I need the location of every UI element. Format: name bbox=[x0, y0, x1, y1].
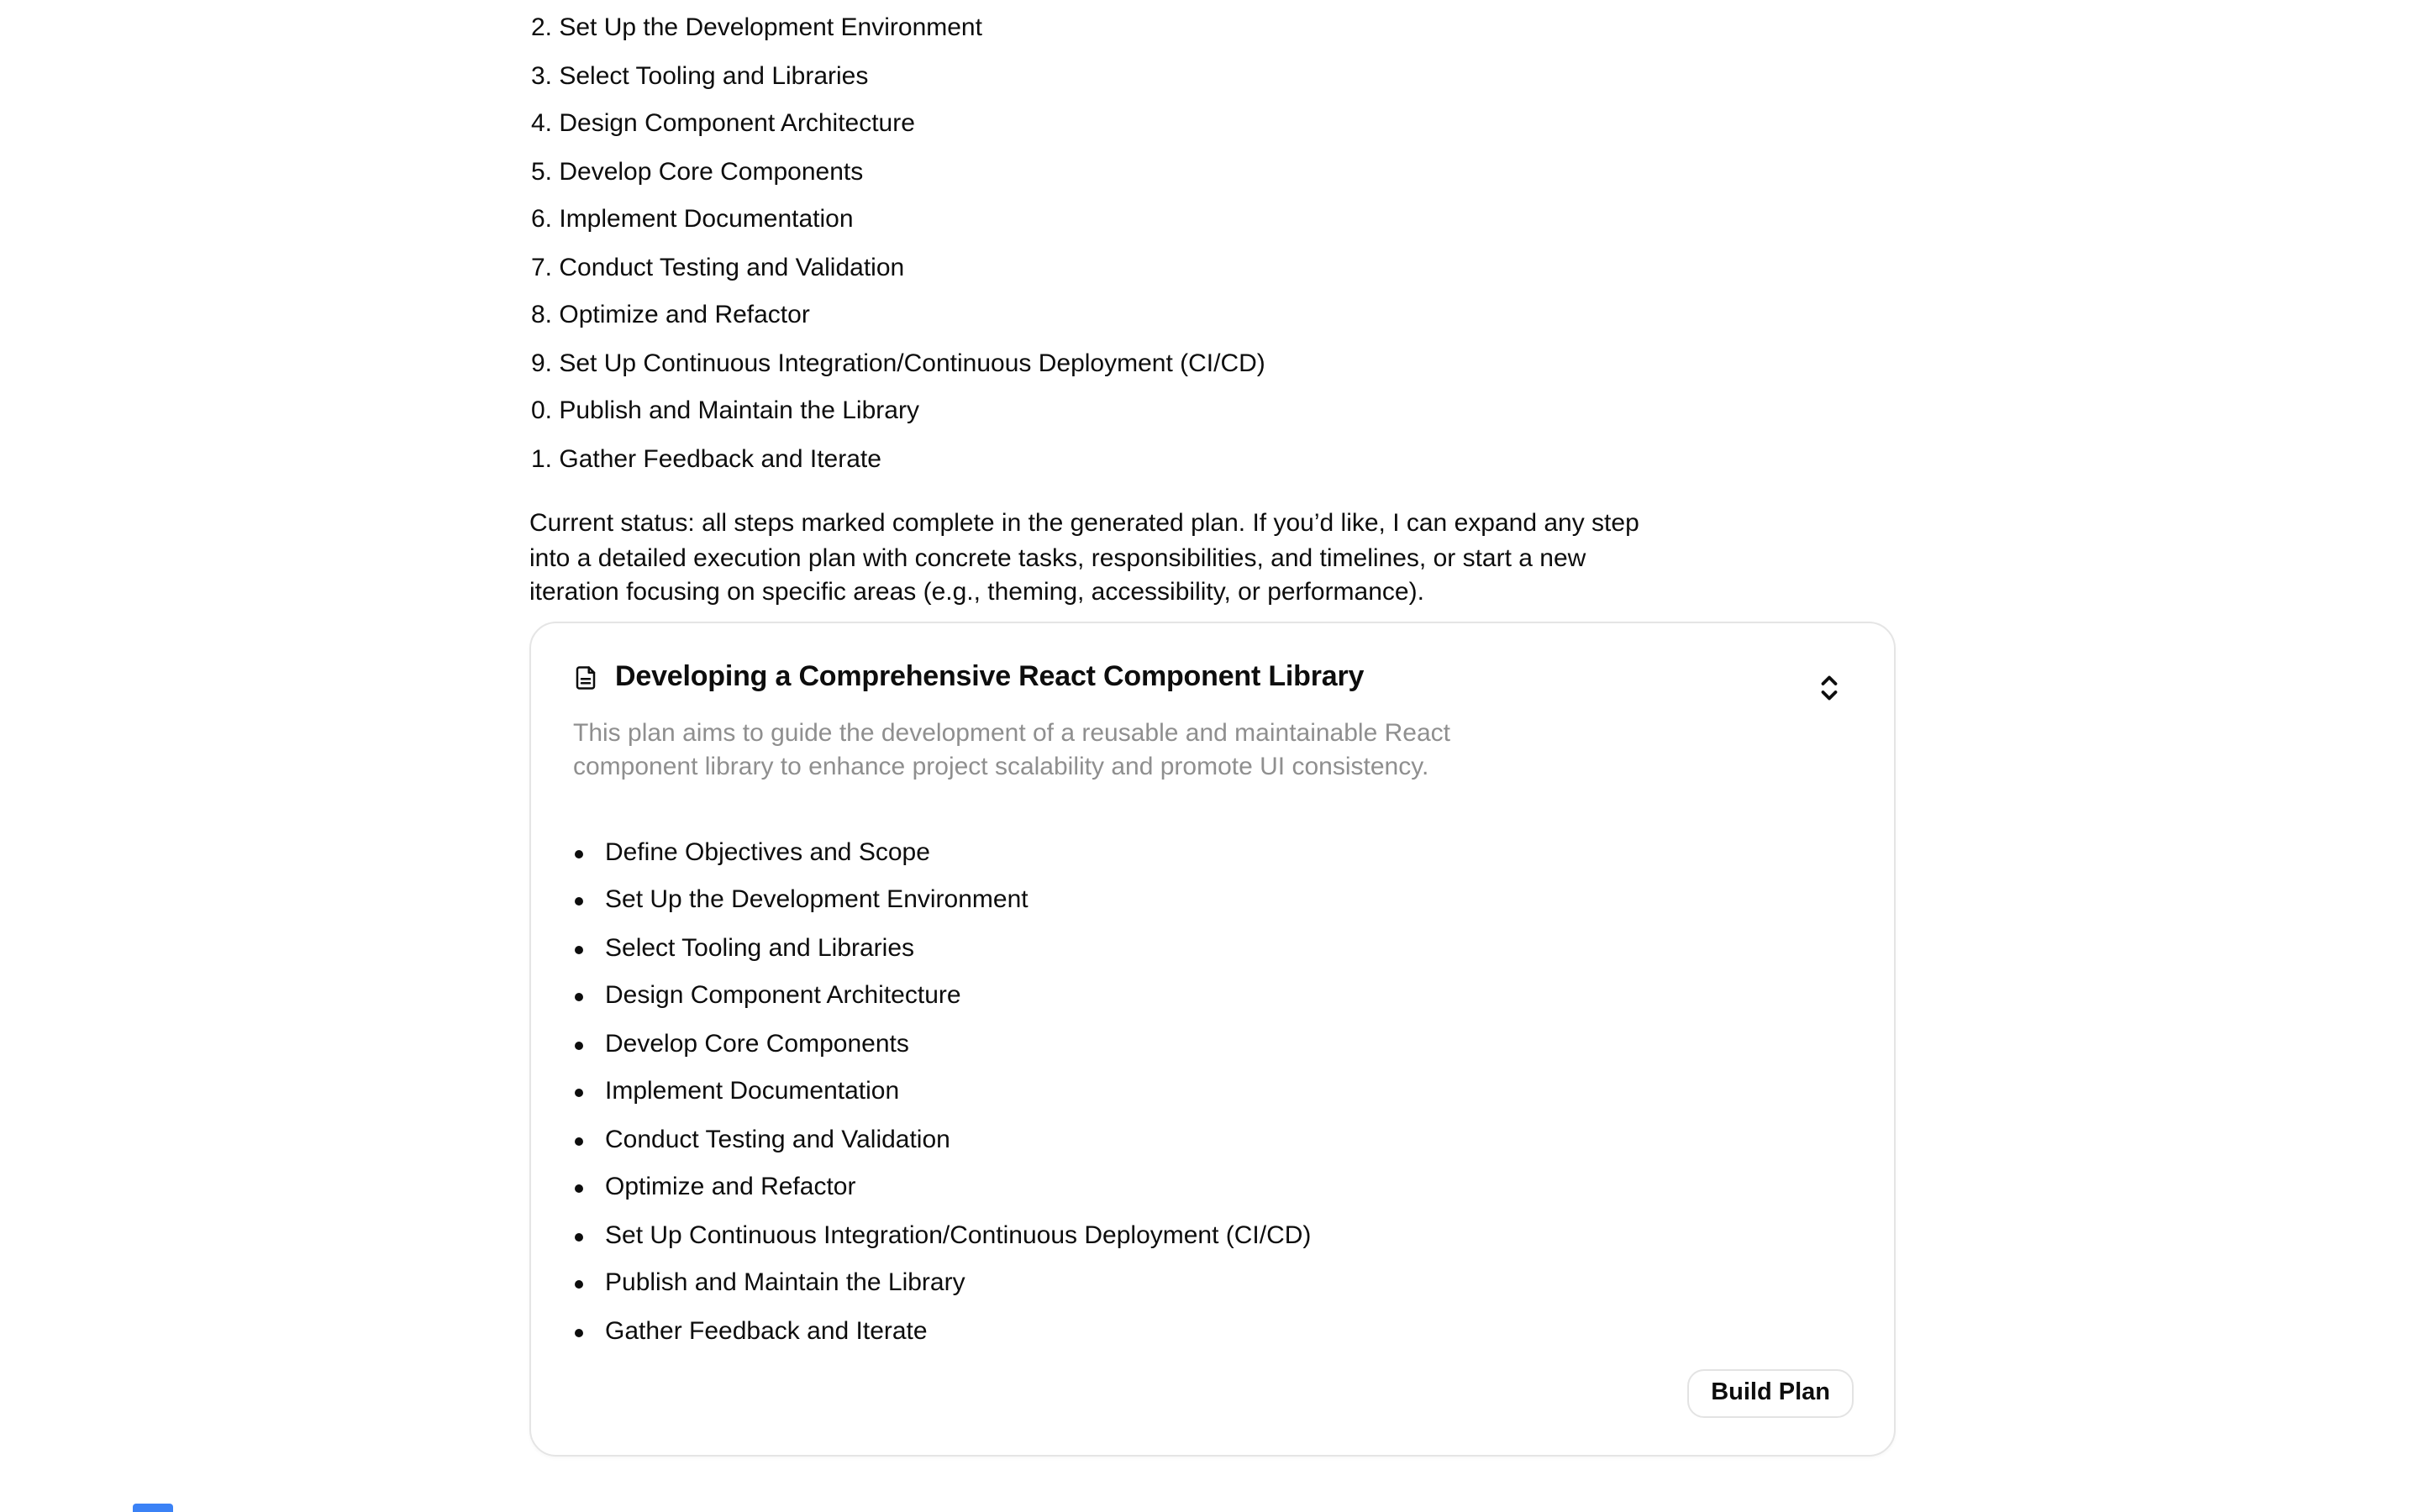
numbered-plan-list bbox=[529, 5, 1975, 484]
plan-step: Set Up Continuous Integration/Continuous Deployment (CI/CD) bbox=[573, 1212, 1854, 1260]
chevrons-up-down-icon bbox=[1816, 672, 1841, 704]
list-item: 9. Set Up Continuous Integration/Continuous Deployment (CI/CD) bbox=[531, 349, 1265, 377]
plan-step: Gather Feedback and Iterate bbox=[573, 1308, 1854, 1356]
list-item: 1. Gather Feedback and Iterate bbox=[531, 444, 881, 473]
list-item: 8. Optimize and Refactor bbox=[531, 301, 810, 329]
plan-card-header bbox=[573, 656, 1854, 698]
build-plan-button[interactable]: Build Plan bbox=[1687, 1369, 1854, 1418]
chat-message-area bbox=[529, 13, 1975, 1512]
list-item: 5. Develop Core Components bbox=[531, 157, 864, 186]
list-item: 6. Implement Documentation bbox=[531, 205, 854, 234]
description-line: component library to enhance project scalability and promote UI consistency. bbox=[573, 753, 1429, 781]
plan-steps-list bbox=[573, 829, 1854, 1356]
list-item: 0. Publish and Maintain the Library bbox=[531, 396, 919, 425]
list-item-clipped: 2. Set Up the Development Environment bbox=[531, 13, 982, 42]
collapse-expand-button[interactable] bbox=[1812, 671, 1845, 705]
plan-step: Set Up the Development Environment bbox=[573, 877, 1854, 925]
plan-card-description bbox=[573, 717, 1854, 785]
plan-step: Optimize and Refactor bbox=[573, 1164, 1854, 1212]
plan-step: Define Objectives and Scope bbox=[573, 829, 1854, 877]
description-line: This plan aims to guide the development of a reusable and maintainable React bbox=[573, 718, 1450, 747]
plan-card-footer bbox=[573, 1369, 1854, 1418]
plan-card bbox=[529, 621, 1896, 1456]
plan-step: Select Tooling and Libraries bbox=[573, 925, 1854, 973]
status-line: into a detailed execution plan with concrete tasks, responsibilities, and timelines, or start a new bbox=[529, 543, 1586, 572]
partial-bottom-edge-element[interactable] bbox=[133, 1504, 173, 1512]
plan-step: Design Component Architecture bbox=[573, 973, 1854, 1021]
plan-card-title: Developing a Comprehensive React Component Library bbox=[615, 660, 1365, 692]
status-line: Current status: all steps marked complete in the generated plan. If you’d like, I can expand any step bbox=[529, 509, 1639, 538]
plan-step: Develop Core Components bbox=[573, 1021, 1854, 1068]
plan-step: Publish and Maintain the Library bbox=[573, 1260, 1854, 1308]
list-item: 3. Select Tooling and Libraries bbox=[531, 61, 869, 90]
plan-step: Conduct Testing and Validation bbox=[573, 1116, 1854, 1164]
status-line: iteration focusing on specific areas (e.g., theming, accessibility, or performance). bbox=[529, 578, 1424, 606]
plan-step: Implement Documentation bbox=[573, 1068, 1854, 1116]
status-paragraph bbox=[529, 507, 1975, 611]
list-item: 4. Design Component Architecture bbox=[531, 109, 915, 138]
list-item: 7. Conduct Testing and Validation bbox=[531, 253, 905, 281]
file-text-icon bbox=[573, 663, 598, 691]
